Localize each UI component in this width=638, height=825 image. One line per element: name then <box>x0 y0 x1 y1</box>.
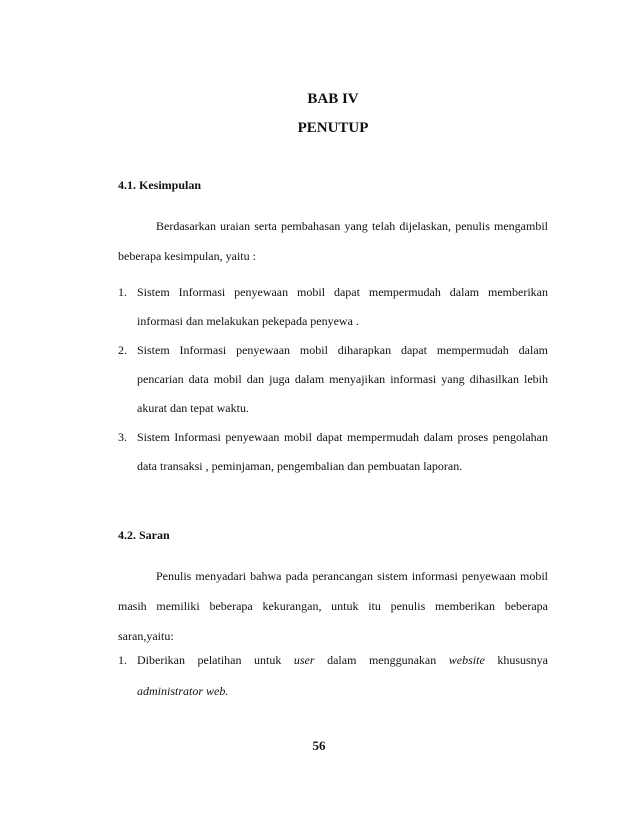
list-item-emphasis: website <box>448 653 485 667</box>
chapter-number: BAB IV <box>307 91 359 107</box>
list-item-emphasis: user <box>293 653 315 667</box>
section-heading-kesimpulan: 4.1. Kesimpulan <box>118 178 202 192</box>
list-item-text: Sistem Informasi penyewaan mobil dapat mempermudah dalam memberikan informasi dan melakukan pekepada penyewa . <box>137 285 548 328</box>
list-item <box>118 336 548 423</box>
list-item <box>118 423 548 481</box>
list-item-number: 2. <box>118 343 127 357</box>
list-item-number: 3. <box>118 430 127 444</box>
kesimpulan-intro <box>118 211 548 271</box>
kesimpulan-intro-text: Berdasarkan uraian serta pembahasan yang telah dijelaskan, penulis mengambil beberapa kesimpulan, yaitu : <box>118 219 548 263</box>
list-item-number: 1. <box>118 653 127 667</box>
list-item-number: 1. <box>118 285 127 299</box>
saran-list <box>118 645 548 707</box>
saran-intro <box>118 561 548 651</box>
list-item <box>118 278 548 336</box>
list-item <box>118 645 548 707</box>
page-number: 56 <box>312 738 326 753</box>
saran-intro-text: Penulis menyadari bahwa pada perancangan sistem informasi penyewaan mobil masih memiliki beberapa kekurangan, untuk itu penulis memberikan beberapa saran,yaitu: <box>118 569 548 643</box>
list-item-text: Sistem Informasi penyewaan mobil dapat mempermudah dalam proses pengolahan data transaksi , peminjaman, pengembalian dan pembuatan laporan. <box>137 430 548 473</box>
kesimpulan-list <box>118 278 548 481</box>
chapter-title: PENUTUP <box>297 120 369 136</box>
list-item-text: Sistem Informasi penyewaan mobil diharapkan dapat mempermudah dalam pencarian data mobil dan juga dalam menyajikan informasi yang dihasilkan lebih akurat dan tepat waktu. <box>137 343 548 415</box>
list-item-text-part: dalam menggunakan <box>314 653 449 667</box>
section-heading-saran: 4.2. Saran <box>118 528 170 542</box>
list-item-text-part: khususnya <box>484 653 548 667</box>
list-item-text-part: Diberikan pelatihan untuk <box>137 653 294 667</box>
list-item-emphasis: administrator web. <box>137 684 229 698</box>
